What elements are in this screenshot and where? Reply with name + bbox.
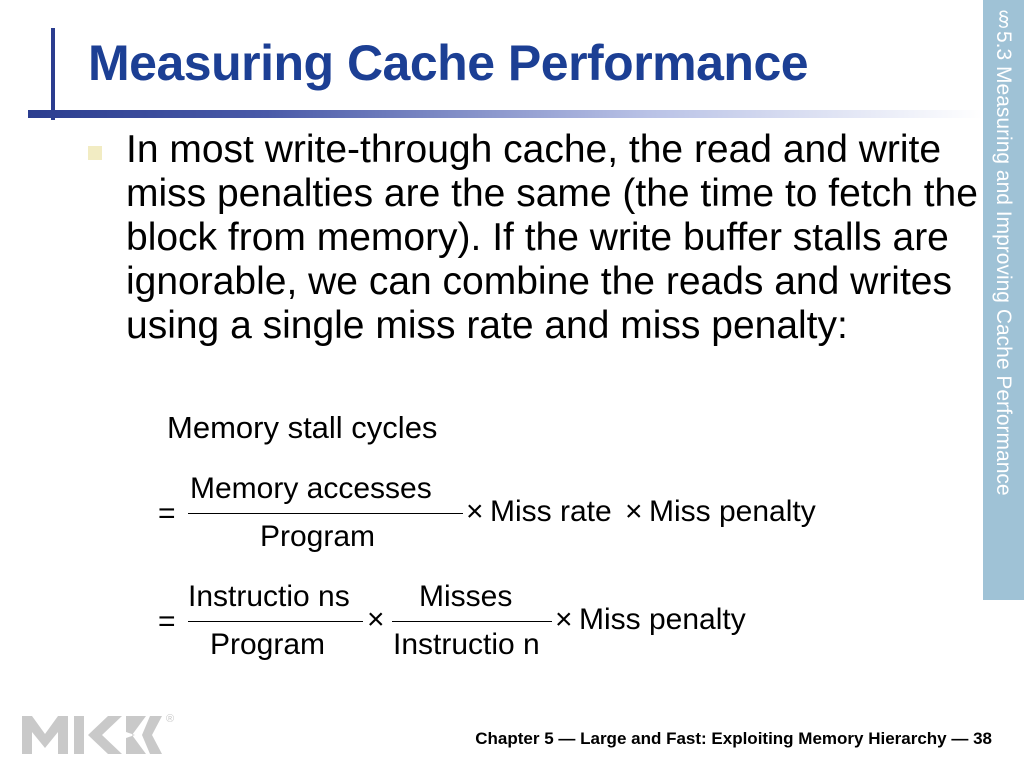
formula-times-1b: × <box>625 495 643 528</box>
formula-denominator-instruction: Instructio n <box>393 628 540 661</box>
formula-equals-1: = <box>158 497 176 530</box>
slide-title: Measuring Cache Performance <box>88 35 809 91</box>
formula-numerator-memory-accesses: Memory accesses <box>190 472 432 505</box>
bullet-text: In most write-through cache, the read and write miss penalties are the same (the time to fetch the block from memory). If the write buffer stalls are ignorable, we can combine the reads and writes using a single miss rate and miss penalty: <box>126 128 978 347</box>
fraction-bar-3 <box>392 621 552 622</box>
formula-denominator-program-1: Program <box>260 520 376 553</box>
formula-lhs: Memory stall cycles <box>167 410 438 445</box>
formula-miss-rate: Miss rate <box>490 495 612 528</box>
formula-miss-penalty-2: Miss penalty <box>579 603 746 636</box>
formula-times-1a: × <box>466 495 484 528</box>
publisher-logo <box>22 708 182 758</box>
title-accent-bar <box>51 28 55 120</box>
formula-numerator-misses: Misses <box>419 580 513 613</box>
formula-denominator-program-2: Program <box>210 628 326 661</box>
fraction-bar-2 <box>188 621 363 622</box>
formula-times-2a: × <box>367 603 385 636</box>
title-underline <box>28 110 983 118</box>
formula-miss-penalty-1: Miss penalty <box>649 495 816 528</box>
section-side-tab-label: §5.3 Measuring and Improving Cache Performance <box>992 8 1015 496</box>
fraction-bar-1 <box>188 513 463 514</box>
slide-footer: Chapter 5 — Large and Fast: Exploiting Memory Hierarchy — 38 <box>475 729 992 748</box>
formula-times-2b: × <box>555 603 573 636</box>
formula-numerator-instructions: Instructio ns <box>188 580 350 613</box>
registered-mark: ® <box>166 713 175 725</box>
formula-equals-2: = <box>158 605 176 638</box>
bullet-icon <box>88 146 102 160</box>
section-side-tab <box>983 0 1024 600</box>
